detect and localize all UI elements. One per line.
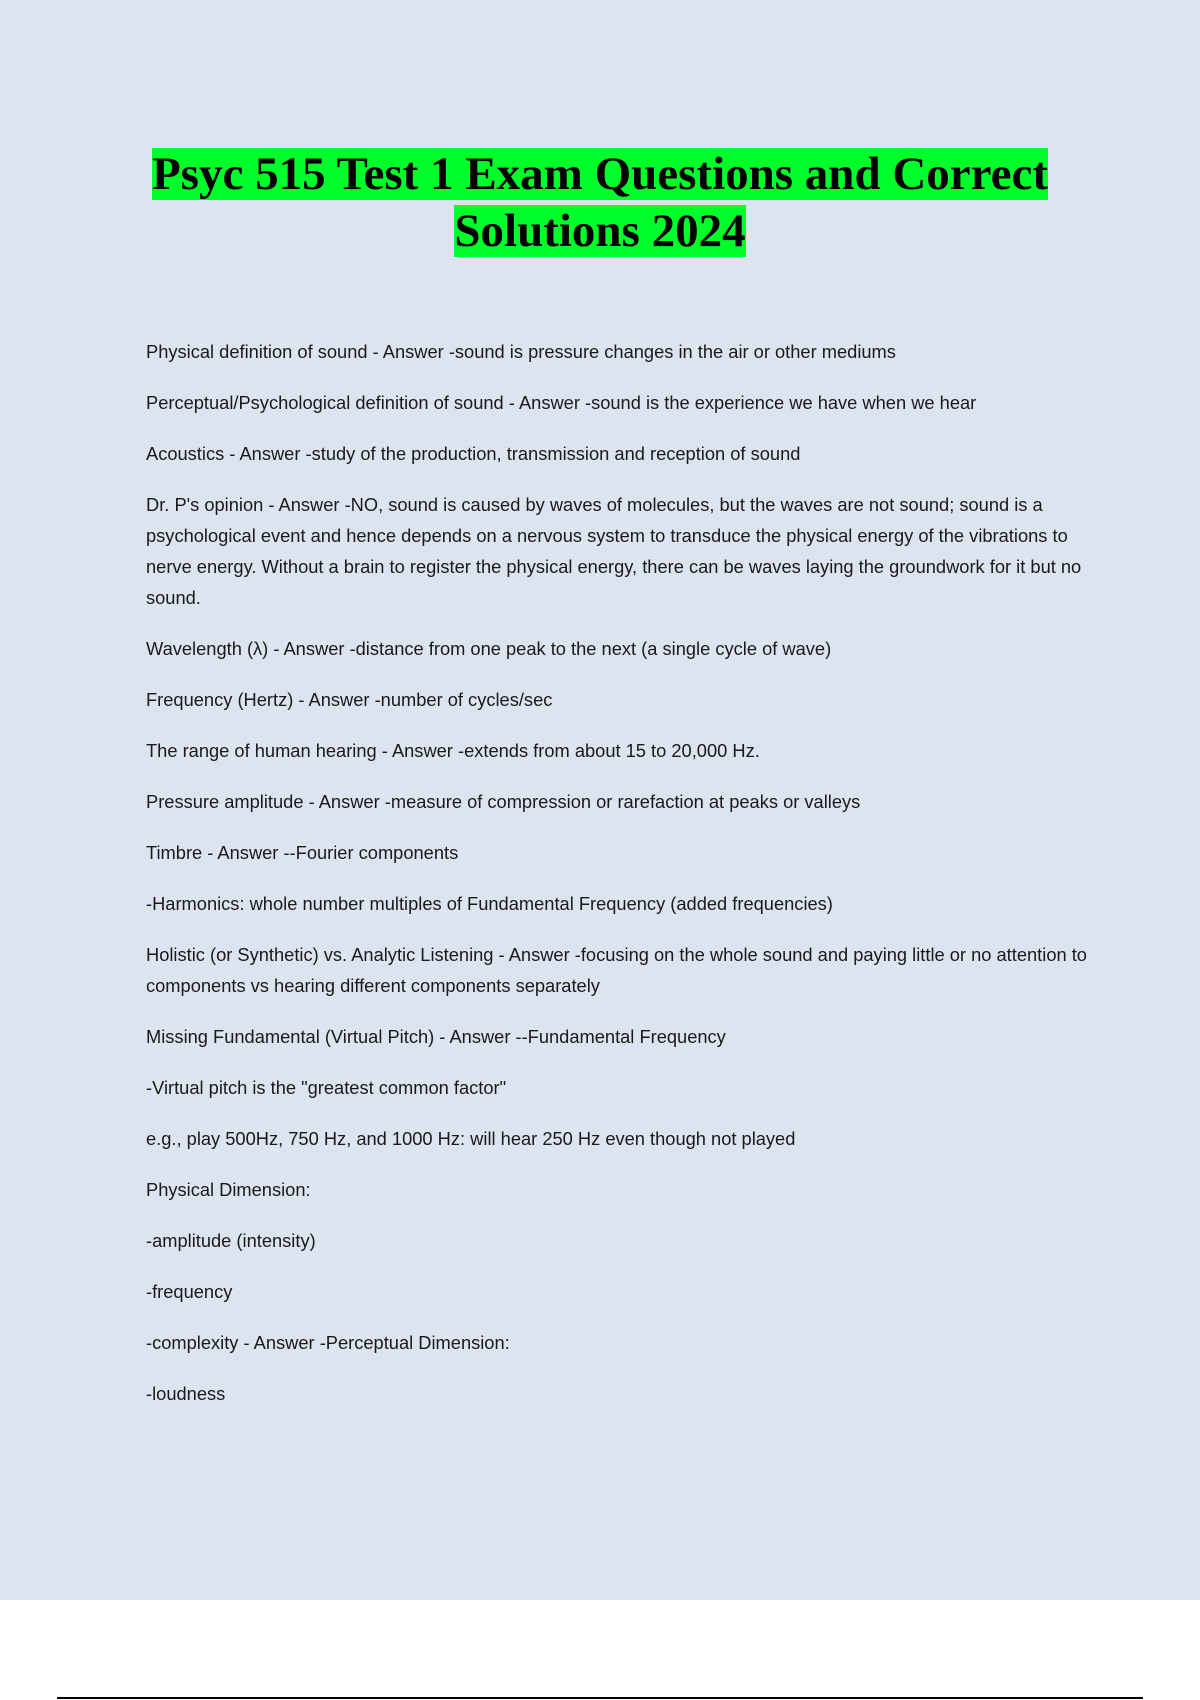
paragraph-loudness: -loudness <box>146 1383 226 1404</box>
paragraph-complexity: -complexity - Answer -Perceptual Dimension: <box>146 1332 510 1353</box>
paragraph-holistic-listening: Holistic (or Synthetic) vs. Analytic Listening - Answer -focusing on the whole sound and paying little or no attention to components vs hearing different components separately <box>146 944 1087 996</box>
paragraph-perceptual-definition: Perceptual/Psychological definition of sound - Answer -sound is the experience we have when we hear <box>146 392 977 413</box>
paragraph-acoustics: Acoustics - Answer -study of the production, transmission and reception of sound <box>146 443 801 464</box>
paragraph-missing-fundamental: Missing Fundamental (Virtual Pitch) - Answer --Fundamental Frequency <box>146 1026 726 1047</box>
paragraph-pressure-amplitude: Pressure amplitude - Answer -measure of compression or rarefaction at peaks or valleys <box>146 791 861 812</box>
footer-divider <box>57 1697 1143 1699</box>
paragraph-timbre: Timbre - Answer --Fourier components <box>146 842 459 863</box>
paragraph-virtual-pitch: -Virtual pitch is the "greatest common factor" <box>146 1077 507 1098</box>
title-line-1: Psyc 515 Test 1 Exam Questions and Correct <box>151 148 1049 200</box>
paragraph-amplitude: -amplitude (intensity) <box>146 1230 316 1251</box>
paragraph-harmonics: -Harmonics: whole number multiples of Fundamental Frequency (added frequencies) <box>146 893 833 914</box>
page-title <box>0 146 1200 260</box>
paragraph-frequency-item: -frequency <box>146 1281 233 1302</box>
paragraph-physical-dimension: Physical Dimension: <box>146 1179 311 1200</box>
paragraph-frequency: Frequency (Hertz) - Answer -number of cycles/sec <box>146 689 553 710</box>
paragraph-wavelength: Wavelength (λ) - Answer -distance from one peak to the next (a single cycle of wave) <box>146 638 832 659</box>
paragraph-dr-p-opinion: Dr. P's opinion - Answer -NO, sound is caused by waves of molecules, but the waves are not sound; sound is a psychological event and hence depends on a nervous system to transduce the physical energy of the vibrations to nerve energy. Without a brain to register the physical energy, there can be waves laying the groundwork for it but no sound. <box>146 494 1082 608</box>
title-line-2: Solutions 2024 <box>454 205 746 257</box>
document-body <box>146 336 1096 1429</box>
paragraph-physical-definition: Physical definition of sound - Answer -sound is pressure changes in the air or other mediums <box>146 341 896 362</box>
paragraph-example: e.g., play 500Hz, 750 Hz, and 1000 Hz: will hear 250 Hz even though not played <box>146 1128 796 1149</box>
paragraph-range-of-hearing: The range of human hearing - Answer -extends from about 15 to 20,000 Hz. <box>146 740 760 761</box>
